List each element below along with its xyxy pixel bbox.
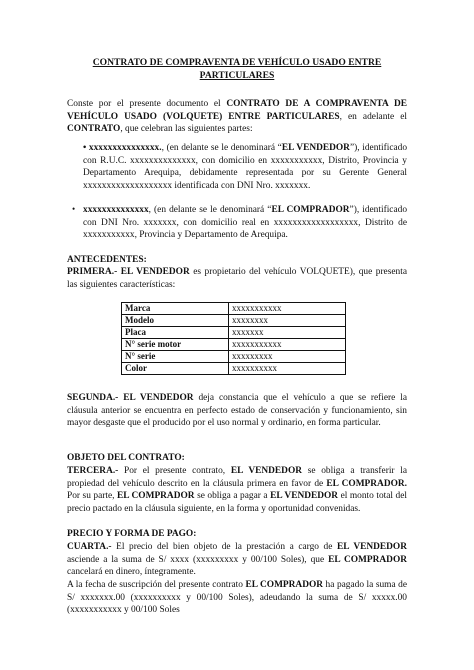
party-seller-text-1: , (en delante se le denominará “ bbox=[161, 143, 282, 153]
intro-text-3: , que celebran las siguientes partes: bbox=[120, 124, 253, 135]
clause-tercera-label: TERCERA.- bbox=[67, 466, 119, 476]
spec-value: xxxxxxxxxxx bbox=[229, 303, 346, 315]
clause-tercera-text-4: se obliga a pagar a bbox=[194, 491, 271, 502]
specs-row bbox=[122, 327, 346, 339]
clause-tercera bbox=[67, 465, 407, 515]
spec-value: xxxxxxxxxxx bbox=[229, 339, 346, 351]
party-buyer-text-1: , (en delante se le denominará “ bbox=[148, 205, 272, 215]
payment-text-2: ha pagado la suma de S/ xxxxxxx.00 (xxxxxxxxxx y 00/100 Soles), adeudando la suma de S/ xxxxx.00 (xxxxxxxxxxx y 00/100 Soles bbox=[67, 580, 408, 616]
intro-bold-1: CONTRATO DE A COMPRAVENTA DE VEHÍCULO USADO (VOLQUETE) ENTRE PARTICULARES bbox=[67, 99, 407, 122]
clause-primera-label: PRIMERA.- EL VENDEDOR bbox=[67, 267, 190, 277]
spec-key: N° serie motor bbox=[122, 339, 229, 351]
party-seller-role: EL VENDEDOR bbox=[281, 143, 350, 153]
clause-cuarta-text-1: El precio del bien objeto de la prestación a cargo de bbox=[111, 542, 337, 552]
party-buyer-name: xxxxxxxxxxxxxx bbox=[83, 205, 149, 215]
clause-primera-text: es propietario del vehículo VOLQUETE), que presenta las siguientes características: bbox=[67, 267, 407, 290]
spec-key: Modelo bbox=[122, 315, 229, 327]
party-buyer-role: EL COMPRADOR bbox=[271, 205, 350, 215]
specs-row bbox=[122, 351, 346, 363]
party-seller-text-2: ”), identificado con R.U.C. xxxxxxxxxxxxxx, con domicilio en xxxxxxxxxxx, Distrito, Provincia y Departamento Arequipa, debidamente representada por su Gerente General xxxxxxxxxxxxxxxxxxx identificada con DNI Nro. xxxxxxx. bbox=[83, 143, 408, 191]
party-buyer-text-2: ”), identificado con DNI Nro. xxxxxxx, con domicilio real en xxxxxxxxxxxxxxxxxx, Distrito de xxxxxxxxxxx, Provincia y Departamento de Arequipa. bbox=[83, 205, 408, 241]
clause-segunda bbox=[67, 392, 407, 430]
clause-tercera-bold-3: EL COMPRADOR. bbox=[326, 478, 407, 489]
payment-text-1: A la fecha de suscripción del presente contrato bbox=[67, 580, 246, 590]
intro-text-1: Conste por el presente documento el bbox=[67, 99, 227, 109]
spec-key: N° serie bbox=[122, 351, 229, 363]
spec-key: Marca bbox=[122, 303, 229, 315]
spec-key: Placa bbox=[122, 327, 229, 339]
clause-tercera-bold-4: EL COMPRADOR bbox=[117, 491, 195, 502]
precio-heading: PRECIO Y FORMA DE PAGO: bbox=[67, 529, 197, 539]
payment-bold: EL COMPRADOR bbox=[245, 580, 324, 590]
bullet-icon: • bbox=[72, 204, 76, 214]
spec-value: xxxxxxxx bbox=[229, 315, 346, 327]
clause-primera bbox=[67, 266, 407, 291]
clause-tercera-bold-5: EL VENDEDOR bbox=[270, 491, 339, 502]
party-buyer-text bbox=[83, 204, 407, 242]
spec-value: xxxxxxxxxx bbox=[229, 363, 346, 375]
specs-row bbox=[122, 303, 346, 315]
intro-text-2: , en adelante el bbox=[339, 111, 407, 122]
spec-value: xxxxxxxxx bbox=[229, 351, 346, 363]
specs-row bbox=[122, 363, 346, 375]
clause-tercera-bold-2: EL VENDEDOR bbox=[230, 466, 303, 476]
clause-segunda-text: deja constancia que el vehículo a que se refiere la cláusula anterior se encuentra en perfecto estado de conservación y funcionamiento, sin mayor desgaste que el producido por el uso normal y ordinario, en forma particular. bbox=[67, 393, 407, 429]
clause-cuarta-label: CUARTA.- bbox=[67, 542, 112, 552]
clause-tercera-text-1: Por el presente contrato, bbox=[118, 466, 231, 476]
party-seller-name: • xxxxxxxxxxxxxxx. bbox=[83, 143, 162, 153]
clause-cuarta-text-3: cancelará en dinero, íntegramente. bbox=[67, 567, 196, 578]
objeto-heading: OBJETO DEL CONTRATO: bbox=[67, 453, 185, 463]
contract-title: CONTRATO DE COMPRAVENTA DE VEHÍCULO USADO ENTRE PARTICULARES bbox=[92, 57, 382, 81]
clause-cuarta-bold-2: EL VENDEDOR bbox=[336, 542, 407, 552]
clause-segunda-label: SEGUNDA.- EL VENDEDOR bbox=[67, 393, 194, 403]
clause-tercera-text-3: Por su parte, bbox=[67, 491, 118, 502]
specs-row bbox=[122, 315, 346, 327]
intro-paragraph bbox=[67, 98, 407, 136]
spec-value: xxxxxxx bbox=[229, 327, 346, 339]
party-seller-text bbox=[83, 142, 407, 192]
clause-tercera-text-2: se obliga a transferir la propiedad del vehículo descrito en la cláusula primera en favor de bbox=[67, 466, 408, 489]
antecedentes-heading: ANTECEDENTES: bbox=[67, 255, 147, 265]
specs-row bbox=[122, 339, 346, 351]
clause-cuarta bbox=[67, 541, 407, 579]
clause-cuarta-bold-3: EL COMPRADOR bbox=[328, 554, 408, 565]
spec-key: Color bbox=[122, 363, 229, 375]
intro-bold-2: CONTRATO bbox=[67, 124, 121, 135]
vehicle-specs-table bbox=[121, 302, 346, 375]
clause-tercera-text-5: el monto total del precio pactado en la cláusula siguiente, en la forma y oportunidad convenidas. bbox=[67, 491, 408, 514]
clause-cuarta-text-2: asciende a la suma de S/ xxxx (xxxxxxxxx y 00/100 Soles), que bbox=[67, 554, 329, 565]
payment-paragraph bbox=[67, 579, 407, 617]
